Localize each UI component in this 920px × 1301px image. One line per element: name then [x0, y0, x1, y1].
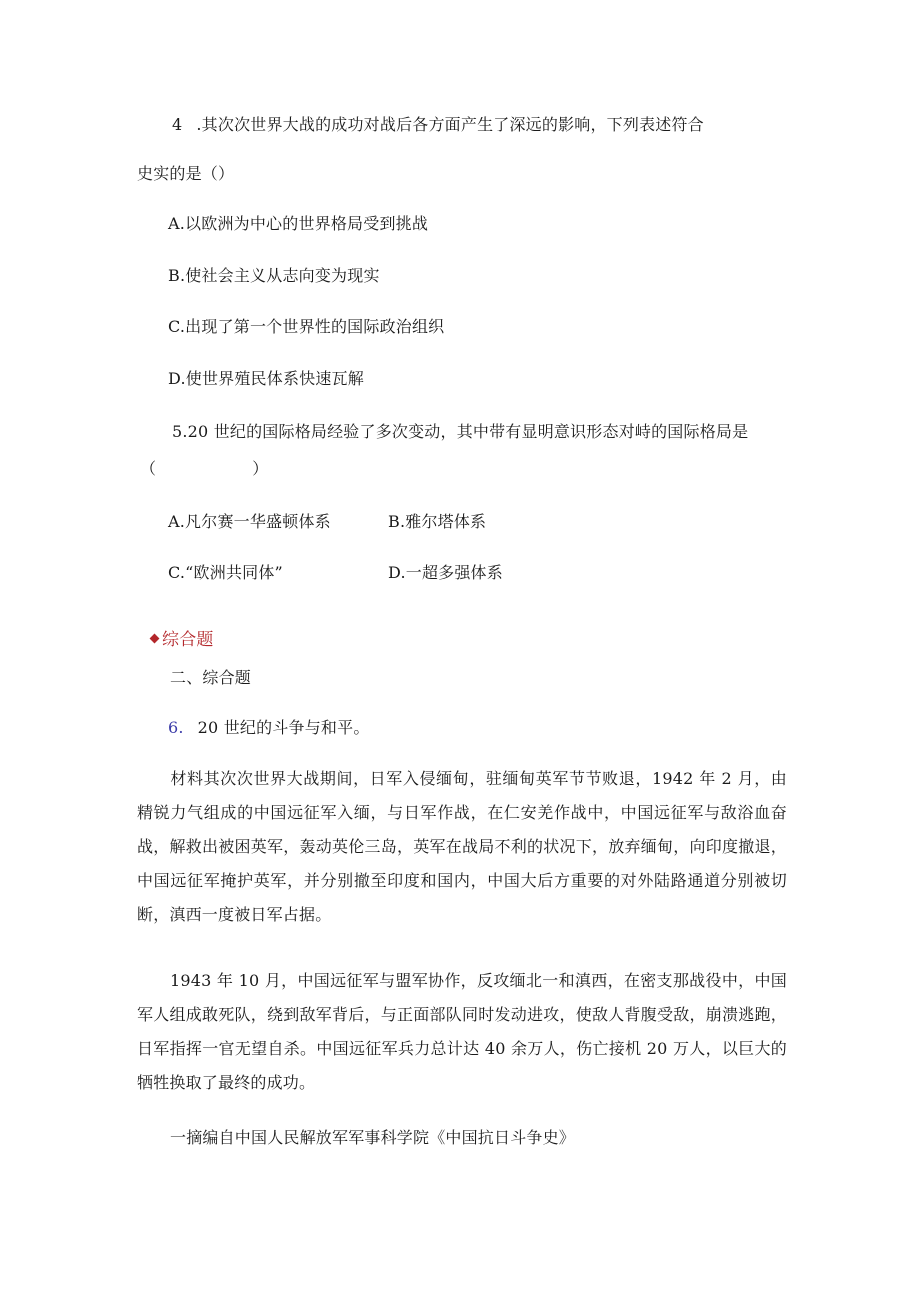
option-label: D.	[168, 369, 186, 388]
question-4-number: 4	[172, 115, 183, 134]
question-5-option-d	[388, 563, 503, 583]
option-text: 以欧洲为中心的世界格局受到挑战	[185, 214, 429, 233]
question-6-number: 6.	[168, 718, 184, 737]
question-4-option-b	[168, 266, 380, 286]
material-source-citation: 一摘编自中国人民解放军军事科学院《中国抗日斗争史》	[170, 1128, 576, 1147]
option-label: A.	[168, 214, 186, 233]
option-text: 凡尔赛一华盛顿体系	[185, 512, 331, 531]
option-label: D.	[388, 563, 406, 582]
paren-close: ）	[252, 459, 269, 478]
paren-open: （	[140, 459, 157, 478]
question-6-title-line	[168, 718, 370, 738]
diamond-bullet-icon	[150, 633, 160, 643]
option-text: 一超多强体系	[405, 563, 503, 582]
option-text: 使世界殖民体系快速瓦解	[185, 369, 364, 388]
material-paragraph-1	[137, 762, 787, 932]
material-paragraph-2	[137, 964, 787, 1100]
option-label: B.	[388, 512, 406, 531]
question-4-option-a	[168, 214, 428, 234]
question-4-option-c	[168, 317, 444, 337]
question-5-answer-blank	[140, 459, 268, 479]
question-5-stem-line1: 5.20 世纪的国际格局经验了多次变动，其中带有显明意识形态对峙的国际格局是	[172, 422, 749, 441]
section-marker-heading-text: 综合题	[162, 630, 214, 650]
question-4-option-d	[168, 369, 364, 389]
question-5-option-c	[168, 563, 283, 583]
material-paragraph-1-text: 材料其次次世界大战期间，日军入侵缅甸，驻缅甸英军节节败退，1942 年 2 月，由精锐力气组成的中国远征军入缅，与日军作战，在仁安羌作战中，中国远征军与敌浴血奋战，解救出被困英军，轰动英伦三岛，英军在战局不利的状况下，放弃缅甸，向印度撤退，中国远征军掩护英军，并分别撤至印度和国内，中国大后方重要的对外陆路通道分别被切断，滇西一度被日军占据。	[137, 769, 787, 924]
option-text: “欧洲共同体”	[185, 563, 283, 582]
option-label: B.	[168, 266, 186, 285]
option-label: C.	[168, 317, 186, 336]
option-label: C.	[168, 563, 186, 582]
question-5-option-a	[168, 512, 331, 532]
question-4-stem-text: .其次次世界大战的成功对战后各方面产生了深远的影响，下列表述符合	[196, 115, 704, 134]
material-paragraph-2-text: 1943 年 10 月，中国远征军与盟军协作，反攻缅北一和滇西，在密支那战役中，中国军人组成敢死队，绕到敌军背后，与正面部队同时发动进攻，使敌人背腹受敌，崩溃逃跑，日军指挥一官无望自杀。中国远征军兵力总计达 40 余万人，伤亡接机 20 万人，以巨大的牺牲换取了最终的成功。	[137, 971, 787, 1092]
option-label: A.	[168, 512, 186, 531]
section-title: 二、综合题	[170, 668, 252, 687]
option-text: 雅尔塔体系	[405, 512, 487, 531]
section-marker-heading	[151, 630, 214, 650]
option-text: 使社会主义从志向变为现实	[185, 266, 380, 285]
option-text: 出现了第一个世界性的国际政治组织	[185, 317, 445, 336]
question-5-option-b	[388, 512, 486, 532]
question-4-stem-line1	[172, 115, 704, 135]
question-6-title: 20 世纪的斗争与和平。	[197, 718, 370, 737]
question-4-stem-line2: 史实的是（）	[137, 164, 235, 183]
